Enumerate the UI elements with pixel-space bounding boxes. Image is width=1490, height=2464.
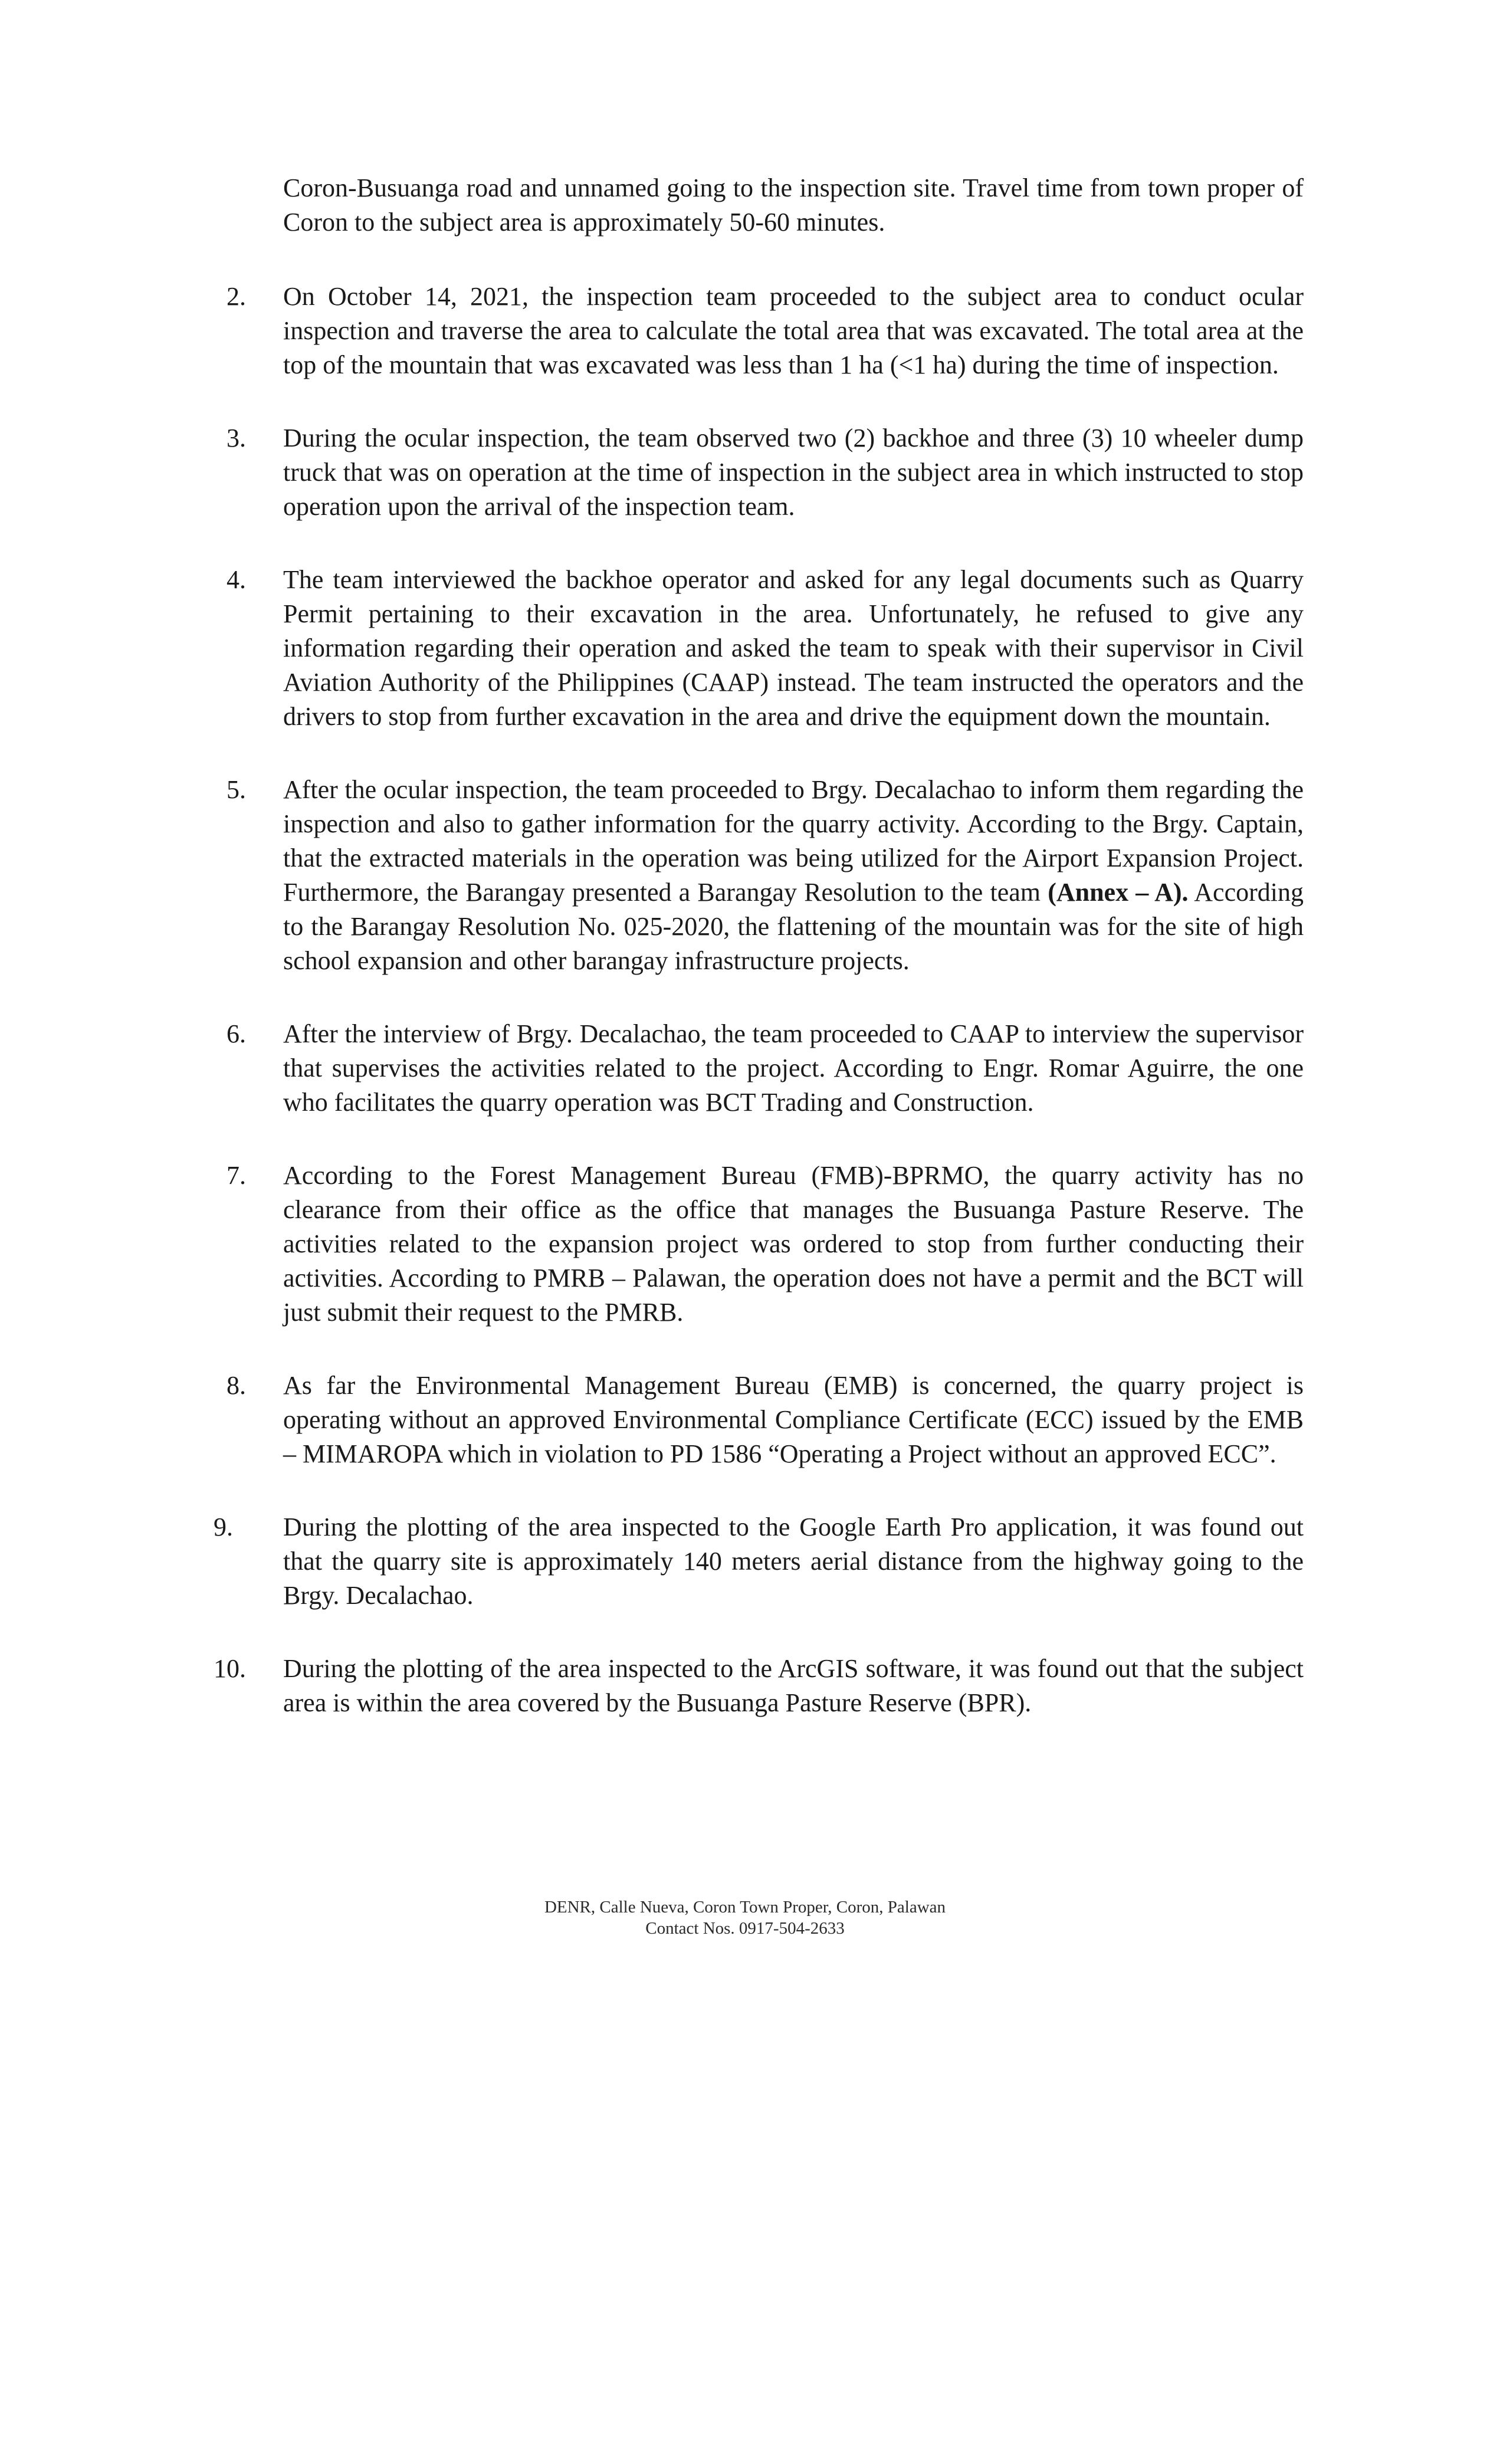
list-item-4 xyxy=(218,563,1304,734)
list-number: 2. xyxy=(227,282,246,311)
list-number: 10. xyxy=(214,1654,246,1683)
list-item-5 xyxy=(218,773,1304,978)
list-item-text: During the plotting of the area inspected to the Google Earth Pro application, it was found out that the quarry site is approximately 140 meters aerial distance from the highway going to the Brgy. Decalachao. xyxy=(283,1512,1304,1610)
list-number: 9. xyxy=(214,1512,233,1541)
list-item-text: As far the Environmental Management Bureau (EMB) is concerned, the quarry project is operating without an approved Environmental Compliance Certificate (ECC) issued by the EMB – MIMAROPA which in violation to PD 1586 “Operating a Project without an approved ECC”. xyxy=(283,1371,1304,1468)
footer-contact: Contact Nos. 0917-504-2633 xyxy=(645,1919,845,1938)
annex-reference: (Annex – A). xyxy=(1048,878,1189,907)
list-number: 6. xyxy=(227,1019,246,1048)
intro-paragraph: Coron-Busuanga road and unnamed going to the inspection site. Travel time from town proper of Coron to the subject area is approximately 50-60 minutes. xyxy=(283,173,1304,237)
list-item-text: According to the Forest Management Bureau (FMB)-BPRMO, the quarry activity has no clearance from their office as the office that manages the Busuanga Pasture Reserve. The activities related to the expansion project was ordered to stop from further conducting their activities. According to PMRB – Palawan, the operation does not have a permit and the BCT will just submit their request to the PMRB. xyxy=(283,1161,1304,1327)
list-item-3 xyxy=(218,421,1304,524)
footer-address: DENR, Calle Nueva, Coron Town Proper, Coron, Palawan xyxy=(544,1898,946,1917)
list-item-10 xyxy=(214,1652,1304,1720)
list-item-text-before: After the ocular inspection, the team proceeded to Brgy. Decalachao to inform them regarding the inspection and also to gather information for the quarry activity. According to the Brgy. Captain, that the extracted materials in the operation was being utilized for the Airport Expansion Project. Furthermore, the Barangay presented a Barangay Resolution to the team xyxy=(283,775,1304,907)
page-footer xyxy=(0,1897,1490,1939)
list-item-text: The team interviewed the backhoe operator and asked for any legal documents such as Quarry Permit pertaining to their excavation in the area. Unfortunately, he refused to give any information regarding their operation and asked the team to speak with their supervisor in Civil Aviation Authority of the Philippines (CAAP) instead. The team instructed the operators and the drivers to stop from further excavation in the area and drive the equipment down the mountain. xyxy=(283,565,1304,731)
list-number: 3. xyxy=(227,424,246,452)
list-item-text: On October 14, 2021, the inspection team proceeded to the subject area to conduct ocular inspection and traverse the area to calculate the total area that was excavated. The total area at the top of the mountain that was excavated was less than 1 ha (<1 ha) during the time of inspection. xyxy=(283,282,1304,379)
list-number: 7. xyxy=(227,1161,246,1190)
list-item-text: During the plotting of the area inspected to the ArcGIS software, it was found out that the subject area is within the area covered by the Busuanga Pasture Reserve (BPR). xyxy=(283,1654,1304,1717)
list-item-7 xyxy=(218,1159,1304,1330)
list-number: 4. xyxy=(227,565,246,594)
list-item-text xyxy=(283,775,1304,975)
list-item-9 xyxy=(214,1510,1304,1613)
list-item-6 xyxy=(218,1017,1304,1120)
document-body xyxy=(214,171,1304,1759)
list-item-2 xyxy=(218,280,1304,382)
list-number: 8. xyxy=(227,1371,246,1400)
list-item-text: After the interview of Brgy. Decalachao, the team proceeded to CAAP to interview the supervisor that supervises the activities related to the project. According to Engr. Romar Aguirre, the one who facilitates the quarry operation was BCT Trading and Construction. xyxy=(283,1019,1304,1117)
list-item-8 xyxy=(218,1369,1304,1471)
list-number: 5. xyxy=(227,775,246,804)
list-item-text-after: According to the Barangay Resolution No. 025-2020, the flattening of the mountain was for the site of high school expansion and other barangay infrastructure projects. xyxy=(283,878,1304,975)
list-item-text: During the ocular inspection, the team observed two (2) backhoe and three (3) 10 wheeler dump truck that was on operation at the time of inspection in the subject area in which instructed to stop operation upon the arrival of the inspection team. xyxy=(283,424,1304,521)
